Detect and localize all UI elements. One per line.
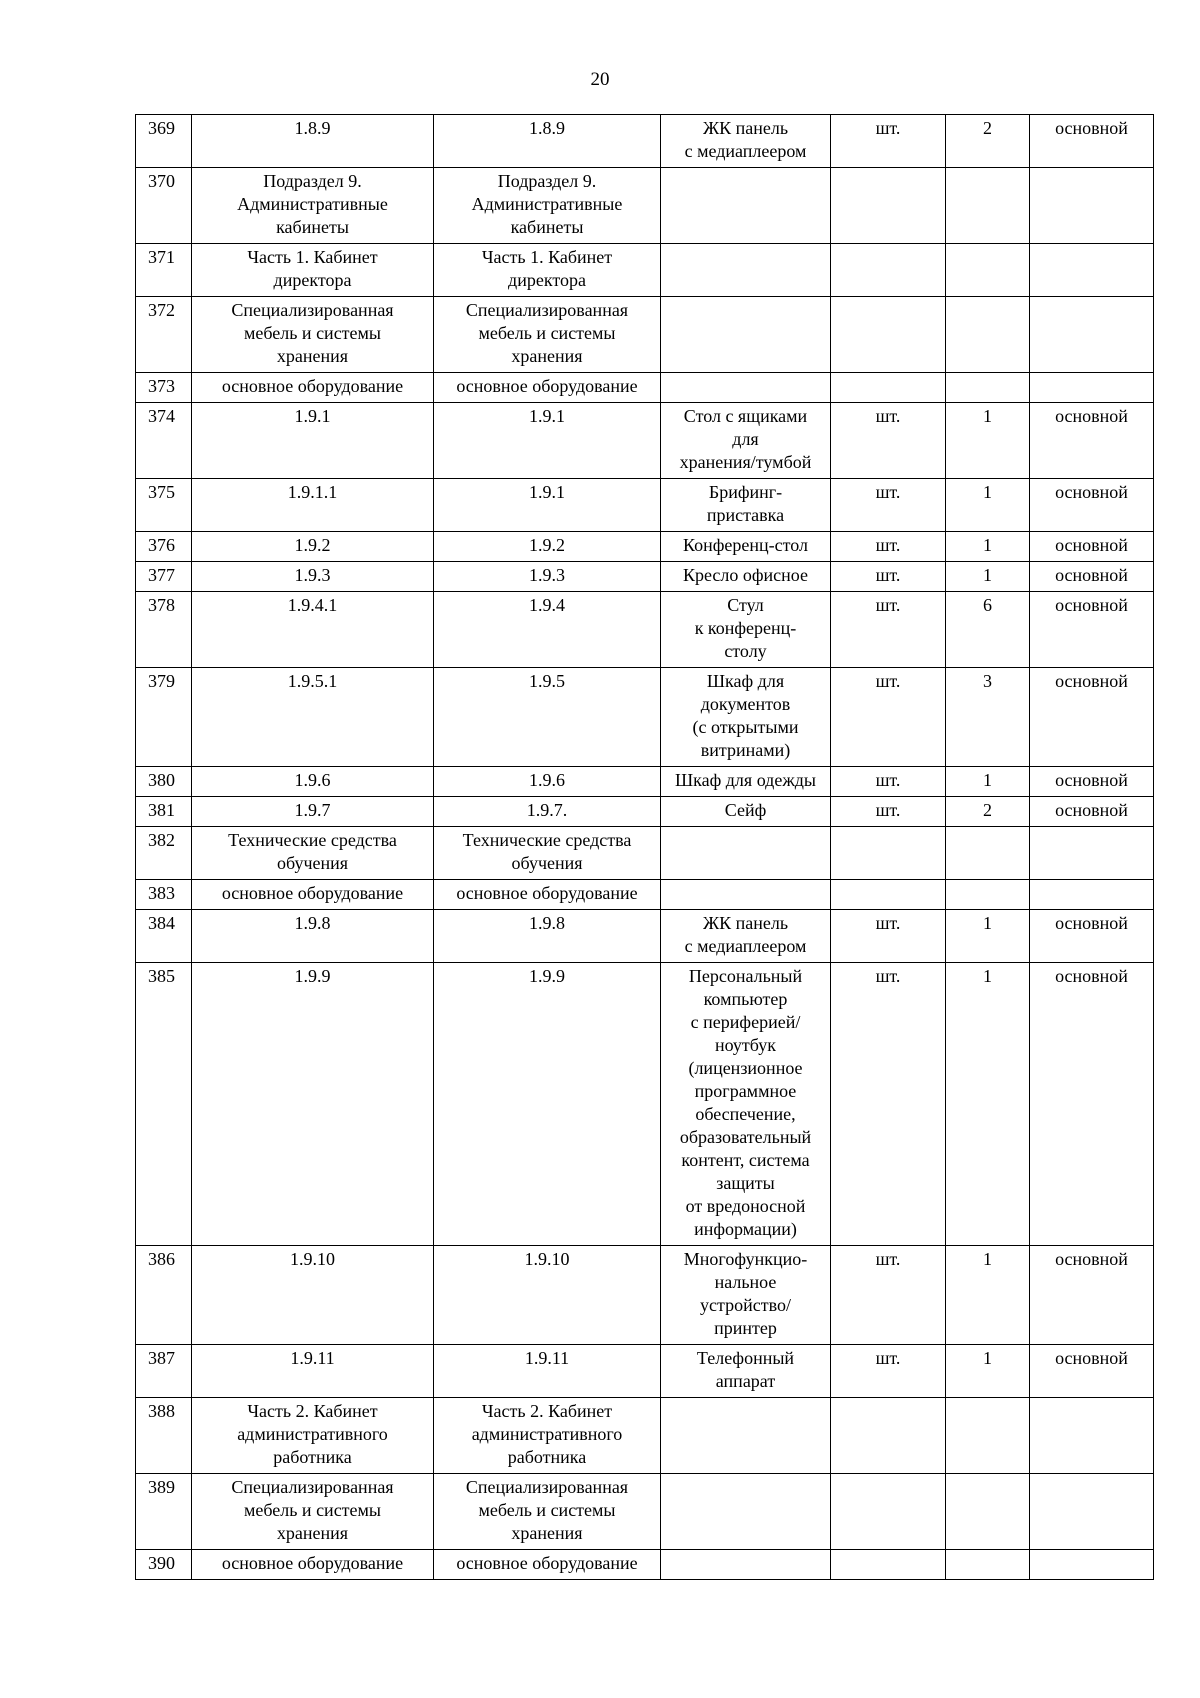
row-number-cell: 385 (136, 963, 192, 1246)
code-alt-cell: Специализированная мебель и системы хранения (434, 1474, 661, 1550)
row-number-cell: 388 (136, 1398, 192, 1474)
code-cell: Специализированная мебель и системы хранения (192, 1474, 434, 1550)
item-name-cell (661, 244, 831, 297)
type-cell: основной (1030, 668, 1154, 767)
type-cell (1030, 880, 1154, 910)
item-name-cell (661, 1398, 831, 1474)
item-name-cell (661, 1474, 831, 1550)
unit-cell (831, 297, 946, 373)
row-number-cell: 381 (136, 797, 192, 827)
quantity-cell (946, 244, 1030, 297)
row-number-cell: 390 (136, 1550, 192, 1580)
code-cell: 1.9.1.1 (192, 479, 434, 532)
table-row (136, 668, 1154, 767)
row-number-cell: 373 (136, 373, 192, 403)
unit-cell (831, 1398, 946, 1474)
unit-cell: шт. (831, 1345, 946, 1398)
code-alt-cell: 1.9.4 (434, 592, 661, 668)
quantity-cell: 1 (946, 910, 1030, 963)
type-cell: основной (1030, 767, 1154, 797)
table-row (136, 1550, 1154, 1580)
quantity-cell (946, 1398, 1030, 1474)
item-name-cell: Конференц-стол (661, 532, 831, 562)
code-alt-cell: основное оборудование (434, 880, 661, 910)
code-alt-cell: 1.9.8 (434, 910, 661, 963)
unit-cell: шт. (831, 668, 946, 767)
unit-cell: шт. (831, 767, 946, 797)
quantity-cell: 1 (946, 1345, 1030, 1398)
unit-cell (831, 1474, 946, 1550)
quantity-cell (946, 1550, 1030, 1580)
code-cell: основное оборудование (192, 880, 434, 910)
table-row (136, 827, 1154, 880)
unit-cell (831, 1550, 946, 1580)
code-cell: 1.9.8 (192, 910, 434, 963)
item-name-cell: Кресло офисное (661, 562, 831, 592)
item-name-cell: Сейф (661, 797, 831, 827)
code-cell: 1.8.9 (192, 115, 434, 168)
type-cell: основной (1030, 1345, 1154, 1398)
item-name-cell: Многофункцио- нальное устройство/ принтер (661, 1246, 831, 1345)
code-cell: 1.9.7 (192, 797, 434, 827)
quantity-cell: 1 (946, 767, 1030, 797)
code-alt-cell: 1.9.1 (434, 403, 661, 479)
table-row (136, 1398, 1154, 1474)
row-number-cell: 370 (136, 168, 192, 244)
quantity-cell: 1 (946, 479, 1030, 532)
item-name-cell: Стул к конференц- столу (661, 592, 831, 668)
quantity-cell (946, 1474, 1030, 1550)
unit-cell: шт. (831, 1246, 946, 1345)
table-row (136, 767, 1154, 797)
item-name-cell (661, 373, 831, 403)
type-cell (1030, 297, 1154, 373)
code-alt-cell: 1.9.1 (434, 479, 661, 532)
code-alt-cell: 1.9.3 (434, 562, 661, 592)
quantity-cell: 1 (946, 963, 1030, 1246)
code-alt-cell: 1.9.10 (434, 1246, 661, 1345)
table-row (136, 910, 1154, 963)
table-row (136, 562, 1154, 592)
row-number-cell: 389 (136, 1474, 192, 1550)
item-name-cell: ЖК панель с медиаплеером (661, 910, 831, 963)
table-row (136, 168, 1154, 244)
row-number-cell: 386 (136, 1246, 192, 1345)
code-cell: 1.9.11 (192, 1345, 434, 1398)
code-cell: 1.9.9 (192, 963, 434, 1246)
row-number-cell: 377 (136, 562, 192, 592)
code-cell: Подраздел 9. Административные кабинеты (192, 168, 434, 244)
quantity-cell (946, 827, 1030, 880)
type-cell: основной (1030, 592, 1154, 668)
type-cell (1030, 373, 1154, 403)
quantity-cell (946, 297, 1030, 373)
row-number-cell: 382 (136, 827, 192, 880)
code-alt-cell: 1.9.9 (434, 963, 661, 1246)
quantity-cell (946, 880, 1030, 910)
unit-cell: шт. (831, 592, 946, 668)
type-cell (1030, 827, 1154, 880)
table-row (136, 115, 1154, 168)
unit-cell (831, 373, 946, 403)
item-name-cell: Брифинг- приставка (661, 479, 831, 532)
table-row (136, 297, 1154, 373)
table-row (136, 592, 1154, 668)
quantity-cell: 6 (946, 592, 1030, 668)
quantity-cell (946, 373, 1030, 403)
item-name-cell (661, 168, 831, 244)
type-cell: основной (1030, 115, 1154, 168)
code-alt-cell: Технические средства обучения (434, 827, 661, 880)
quantity-cell: 1 (946, 532, 1030, 562)
row-number-cell: 375 (136, 479, 192, 532)
unit-cell: шт. (831, 963, 946, 1246)
type-cell (1030, 1398, 1154, 1474)
unit-cell (831, 880, 946, 910)
code-alt-cell: Часть 2. Кабинет административного работника (434, 1398, 661, 1474)
code-cell: основное оборудование (192, 373, 434, 403)
row-number-cell: 371 (136, 244, 192, 297)
code-alt-cell: 1.9.11 (434, 1345, 661, 1398)
table-row (136, 880, 1154, 910)
item-name-cell (661, 827, 831, 880)
type-cell: основной (1030, 479, 1154, 532)
item-name-cell: Телефонный аппарат (661, 1345, 831, 1398)
item-name-cell: Шкаф для одежды (661, 767, 831, 797)
unit-cell: шт. (831, 479, 946, 532)
type-cell: основной (1030, 403, 1154, 479)
row-number-cell: 383 (136, 880, 192, 910)
unit-cell: шт. (831, 403, 946, 479)
type-cell: основной (1030, 562, 1154, 592)
table-row (136, 479, 1154, 532)
type-cell (1030, 244, 1154, 297)
code-cell: 1.9.5.1 (192, 668, 434, 767)
table-row (136, 1474, 1154, 1550)
item-name-cell: ЖК панель с медиаплеером (661, 115, 831, 168)
row-number-cell: 369 (136, 115, 192, 168)
code-cell: 1.9.6 (192, 767, 434, 797)
code-alt-cell: 1.9.6 (434, 767, 661, 797)
row-number-cell: 379 (136, 668, 192, 767)
row-number-cell: 384 (136, 910, 192, 963)
item-name-cell (661, 297, 831, 373)
code-alt-cell: основное оборудование (434, 373, 661, 403)
table-row (136, 963, 1154, 1246)
row-number-cell: 387 (136, 1345, 192, 1398)
code-cell: основное оборудование (192, 1550, 434, 1580)
equipment-table (135, 114, 1154, 1580)
table-row (136, 1246, 1154, 1345)
code-alt-cell: основное оборудование (434, 1550, 661, 1580)
quantity-cell: 1 (946, 1246, 1030, 1345)
item-name-cell: Персональный компьютер с периферией/ ноутбук (лицензионное программное обеспечение, образовательный контент, система защиты от вредоносной информации) (661, 963, 831, 1246)
quantity-cell (946, 168, 1030, 244)
code-alt-cell: Подраздел 9. Административные кабинеты (434, 168, 661, 244)
code-alt-cell: Часть 1. Кабинет директора (434, 244, 661, 297)
table-row (136, 403, 1154, 479)
table-row (136, 797, 1154, 827)
unit-cell: шт. (831, 562, 946, 592)
quantity-cell: 2 (946, 797, 1030, 827)
unit-cell: шт. (831, 797, 946, 827)
type-cell: основной (1030, 963, 1154, 1246)
code-alt-cell: 1.9.2 (434, 532, 661, 562)
quantity-cell: 3 (946, 668, 1030, 767)
item-name-cell: Шкаф для документов (с открытыми витринами) (661, 668, 831, 767)
type-cell (1030, 1474, 1154, 1550)
table-row (136, 244, 1154, 297)
code-alt-cell: 1.8.9 (434, 115, 661, 168)
table-row (136, 373, 1154, 403)
row-number-cell: 380 (136, 767, 192, 797)
code-alt-cell: 1.9.7. (434, 797, 661, 827)
item-name-cell (661, 1550, 831, 1580)
row-number-cell: 376 (136, 532, 192, 562)
code-cell: Технические средства обучения (192, 827, 434, 880)
quantity-cell: 1 (946, 403, 1030, 479)
table-row (136, 1345, 1154, 1398)
item-name-cell (661, 880, 831, 910)
unit-cell (831, 168, 946, 244)
code-cell: 1.9.4.1 (192, 592, 434, 668)
unit-cell: шт. (831, 532, 946, 562)
quantity-cell: 2 (946, 115, 1030, 168)
unit-cell (831, 827, 946, 880)
code-cell: 1.9.10 (192, 1246, 434, 1345)
table-body (136, 115, 1154, 1580)
code-cell: 1.9.3 (192, 562, 434, 592)
unit-cell (831, 244, 946, 297)
unit-cell: шт. (831, 910, 946, 963)
code-cell: Часть 1. Кабинет директора (192, 244, 434, 297)
type-cell: основной (1030, 910, 1154, 963)
item-name-cell: Стол с ящиками для хранения/тумбой (661, 403, 831, 479)
type-cell: основной (1030, 797, 1154, 827)
type-cell (1030, 168, 1154, 244)
row-number-cell: 372 (136, 297, 192, 373)
page-number: 20 (590, 69, 610, 90)
code-cell: Часть 2. Кабинет административного работника (192, 1398, 434, 1474)
unit-cell: шт. (831, 115, 946, 168)
type-cell: основной (1030, 532, 1154, 562)
row-number-cell: 378 (136, 592, 192, 668)
code-alt-cell: Специализированная мебель и системы хранения (434, 297, 661, 373)
code-cell: 1.9.1 (192, 403, 434, 479)
code-alt-cell: 1.9.5 (434, 668, 661, 767)
type-cell: основной (1030, 1246, 1154, 1345)
table-row (136, 532, 1154, 562)
code-cell: Специализированная мебель и системы хранения (192, 297, 434, 373)
row-number-cell: 374 (136, 403, 192, 479)
quantity-cell: 1 (946, 562, 1030, 592)
code-cell: 1.9.2 (192, 532, 434, 562)
type-cell (1030, 1550, 1154, 1580)
